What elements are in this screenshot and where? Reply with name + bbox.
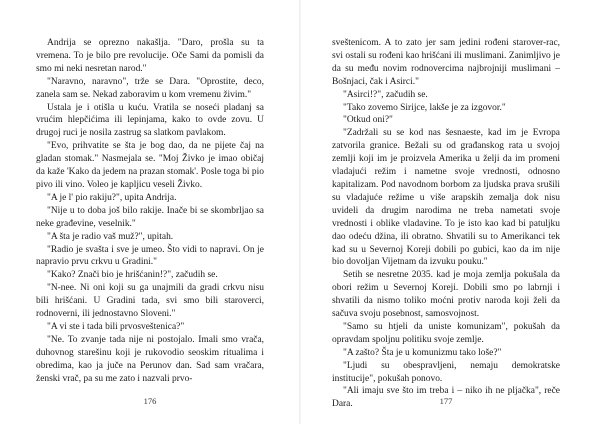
paragraph: "Kako? Znači bio je hrišćanin!?", začudih se.: [47, 270, 218, 281]
paragraph: "Evo, prihvatite se šta je bog dao, da ne pijete čaj na gladan stomak." Nasmejala se. "Moj Živko je imao običaj da kaže 'Kako da jedem na prazan stomak'. Posle toga bi pio pivo ili vino. Voleo je kapljicu veseli Živko.: [36, 141, 264, 190]
paragraph: "Naravno, naravno", trže se Dara. "Oprostite, deco, zanela sam se. Nekad zaboravim u kom vremenu živim.": [36, 76, 264, 100]
paragraph: "A šta je radio vaš muž?", upitah.: [47, 231, 174, 242]
paragraph: Andrija se oprezno nakašlja. "Daro, prošla su ta vremena. To je bilo pre revolucije. Oče Sami da pomisli da smo mi neki nesretan narod.": [36, 38, 264, 74]
paragraph: "Zadržali su se kod nas šesnaeste, kad im je Evropa zatvorila granice. Bežali su od građanskog rata u svojoj zemlji koji im je proizvela Amerika u želji da im promeni vladajući režim i nametne svoje vrednosti, odnosno kapitalizam. Pod navodnom borbom za ljudska prava srušili su vladajuće režime u više arapskih zemalja dok nisu uvideli da drugim narodima ne treba nametati svoje vrednosti i oblike vladavine. To je isto kao kad bi patuljku dao odeću džina, ili obratno. Shvatili su to Amerikanci tek kad su u Severnoj Koreji dobili po gubici, kao da im nije bio dovoljan Vijetnam da izvuku pouku.": [332, 128, 560, 268]
paragraph: "Radio je svašta i sve je umeo. Što vidi to napravi. On je napravio prvu crkvu u Gradini.": [36, 244, 264, 268]
page-number-right: 177: [439, 396, 453, 406]
paragraph: sveštenicom. A to zato jer sam jedini rođeni starover-rac, svi ostali su rođeni kao hrišćani ili muslimani. Zanimljivo je da su među novim rodnovercima najbrojniji muslimani – Bošnjaci, čak i Asirci.": [332, 38, 560, 87]
left-page: [36, 37, 264, 385]
page-number-left: 176: [143, 396, 157, 406]
paragraph: "Samo su htjeli da uniste komunizam", pokušah da opravdam spoljnu politiku svoje zemlje.: [332, 321, 560, 345]
paragraph: Ustala je i otišla u kuću. Vratila se noseći pladanj sa vrućim hlepčićima ili lepinjama, kako to ovde zovu. U drugoj ruci je nosila zastrug sa slatkom pavlakom.: [36, 102, 264, 139]
paragraph: "A vi ste i tada bili prvosveštenica?": [47, 321, 185, 332]
right-page: [332, 37, 560, 411]
left-page-text: [36, 37, 264, 385]
paragraph: "Ali imaju sve što im treba i – niko ih ne pljačka", reče Dara.: [332, 386, 560, 410]
paragraph: "Ljudi su obespravljeni, nemaju demokratske institucije", pokušah ponovo.: [332, 360, 560, 384]
paragraph: "A je l' pio rakiju?", upita Andrija.: [47, 192, 177, 203]
paragraph: "Nije u to doba još bilo rakije. Inače bi se skombrljao sa neke građevine, veselnik.": [36, 205, 264, 229]
page-gutter: [299, 0, 301, 424]
paragraph: "A zašto? Šta je u komunizmu tako loše?": [343, 347, 502, 358]
paragraph: "Asirci!?", začudih se.: [343, 89, 428, 100]
paragraph: "Tako zovemo Sirijce, lakše je za izgovor.": [343, 102, 506, 113]
paragraph: Setih se nesretne 2035. kad je moja zemlja pokušala da obori režim u Severnoj Koreji. Dobili smo po labrnji i shvatili da nismo toliko moćni protiv naroda koji želi da sačuva svoju posebnost, samosvojnost.: [332, 270, 560, 320]
paragraph: "N-nee. Ni oni koji su ga unajmili da gradi crkvu nisu bili hrišćani. U Gradini tada, svi smo bili staroverci, rodnoverni, ili jednostavno Sloveni.": [36, 283, 264, 320]
paragraph: "Otkud oni?": [343, 115, 393, 126]
right-page-text: [332, 37, 560, 411]
paragraph: "Ne. To zvanje tada nije ni postojalo. Imali smo vrača, duhovnog starešinu koji je rukovodio seoskim ritualima i obredima, kao ja juče na Perunov dan. Sad sam vračara, ženski vrač, pa su me zato i nazvali prvo-: [36, 334, 264, 384]
